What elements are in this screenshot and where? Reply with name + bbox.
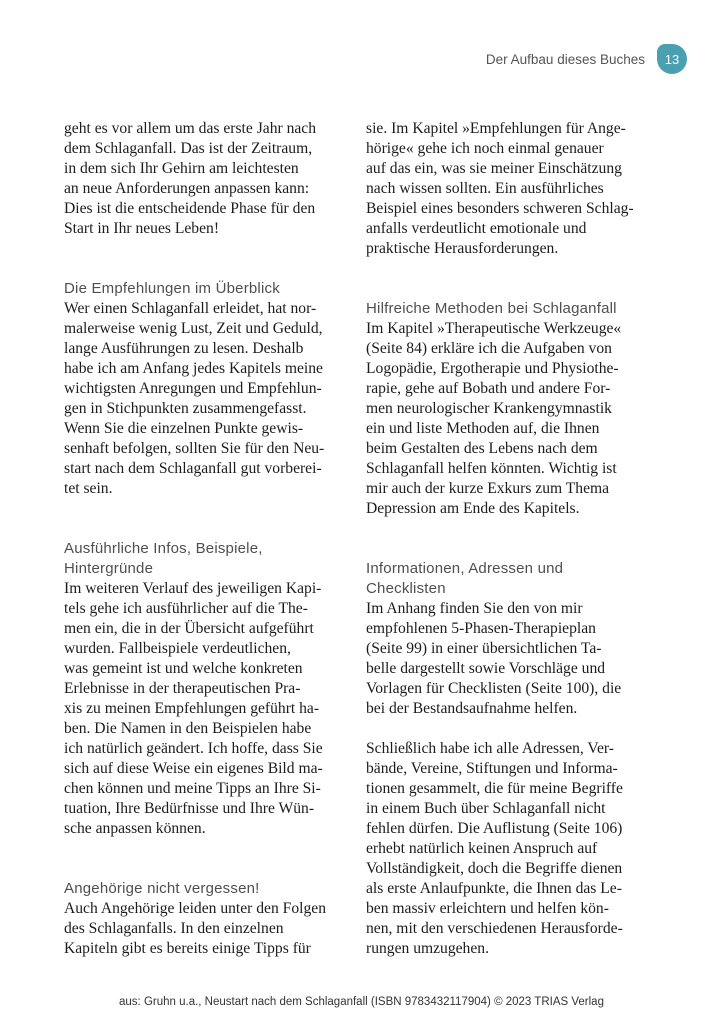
paragraph: geht es vor allem um das erste Jahr nach dem Schlaganfall. Das ist der Zeitraum, in dem sich Ihr Gehirn am leichtesten an neue Anforderungen anpassen kann: Dies ist die entscheidende Phase für den Start in Ihr neues Leben!: [64, 120, 317, 237]
running-header: [486, 44, 687, 74]
paragraph: Im Kapitel »Therapeutische Werkzeuge« (Seite 84) erkläre ich die Aufgaben von Logopädie, Ergotherapie und Physiothe- rapie, gehe auf Bobath und andere For- men neurologischer Krankengymnastik ein und liste Methoden auf, die Ihnen beim Gestalten des Lebens nach dem Schlaganfall helfen könnten. Wichtig ist mir auch der kurze Exkurs zum Thema Depression am Ende des Kapitels.: [366, 320, 622, 517]
section-heading-methods: Hilfreiche Methoden bei Schlaganfall: [366, 300, 617, 317]
section-heading-relatives: Angehörige nicht vergessen!: [64, 880, 260, 897]
right-column: [366, 119, 648, 959]
section-heading-recommendations: Die Empfehlungen im Überblick: [64, 280, 280, 297]
section-heading-information: Informationen, Adressen und Checklisten: [366, 560, 564, 597]
running-header-title: Der Aufbau dieses Buches: [485, 51, 645, 67]
paragraph: Wer einen Schlaganfall erleidet, hat nor- malerweise wenig Lust, Zeit und Geduld, lange Ausführungen zu lesen. Deshalb habe ich am Anfang jedes Kapitels meine wichtigsten Anregungen und Empfehlun- gen in Stichpunkten zusammengefasst. Wenn Sie die einzelnen Punkte gewis- senhaft befolgen, sollten Sie für den Neu- start nach dem Schlaganfall gut vorberei- tet sein.: [64, 300, 325, 497]
left-column: [64, 119, 346, 959]
paragraph: sie. Im Kapitel »Empfehlungen für Ange- hörige« gehe ich noch einmal genauer auf das ein, was sie meiner Einschätzung nach wissen sollten. Ein ausführliches Beispiel eines besonders schweren Schlag- anfalls verdeutlicht emotionale und praktische Herausforderungen.: [366, 120, 634, 257]
citation-footer: aus: Gruhn u.a., Neustart nach dem Schlaganfall (ISBN 9783432117904) © 2023 TRIAS Verlag: [119, 996, 604, 1008]
paragraph: Schließlich habe ich alle Adressen, Ver- bände, Vereine, Stiftungen und Informa- tionen gesammelt, die für meine Begriffe in einem Buch über Schlaganfall nicht fehlen dürfen. Die Auflistung (Seite 106) erhebt natürlich keinen Anspruch auf Vollständigkeit, doch die Begriffe dienen als erste Anlaufpunkte, die Ihnen das Le- ben massiv erleichtern und helfen kön- nen, mit den verschiedenen Herausforde- rungen umzugehen.: [366, 740, 623, 957]
page-number-badge: 13: [657, 44, 687, 74]
section-heading-details: Ausführliche Infos, Beispiele, Hintergründe: [64, 540, 263, 577]
paragraph: Im weiteren Verlauf des jeweiligen Kapi- tels gehe ich ausführlicher auf die The- men ein, die in der Übersicht aufgeführt wurden. Fallbeispiele verdeutlichen, was gemeint ist und welche konkreten Erlebnisse in der therapeutischen Pra- xis zu meinen Empfehlungen geführt ha- ben. Die Namen in den Beispielen habe ich natürlich geändert. Ich hoffe, dass Sie sich auf diese Weise ein eigenes Bild ma- chen können und meine Tipps an Ihre Si- tuation, Ihre Bedürfnisse und Ihre Wün- sche anpassen können.: [64, 580, 323, 837]
paragraph: Auch Angehörige leiden unter den Folgen des Schlaganfalls. In den einzelnen Kapiteln gibt es bereits einige Tipps für: [64, 900, 326, 957]
paragraph: Im Anhang finden Sie den von mir empfohlenen 5-Phasen-Therapieplan (Seite 99) in einer übersichtlichen Ta- belle dargestellt sowie Vorschläge und Vorlagen für Checklisten (Seite 100), die bei der Bestandsaufnahme helfen.: [366, 600, 622, 717]
